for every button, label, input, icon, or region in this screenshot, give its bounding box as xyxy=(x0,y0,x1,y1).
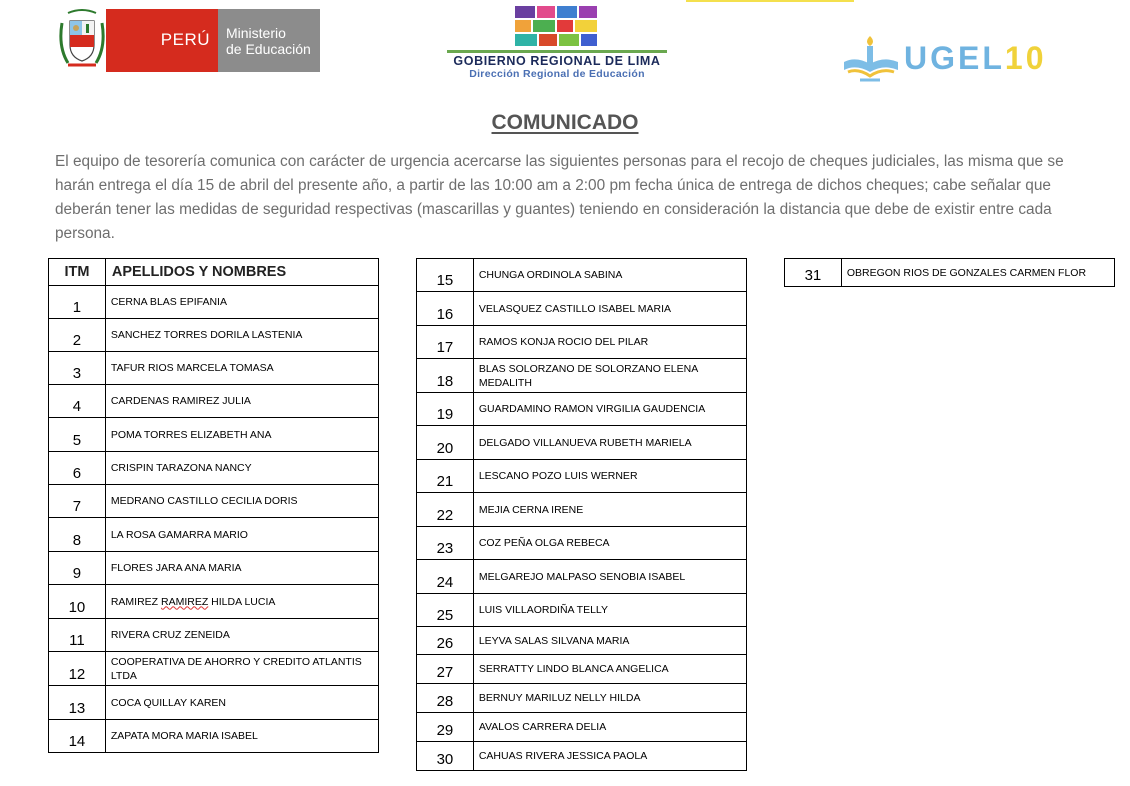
person-name: COCA QUILLAY KAREN xyxy=(105,686,378,720)
ugel-number: 10 xyxy=(1004,40,1047,76)
item-number: 13 xyxy=(49,686,106,720)
table-row xyxy=(417,742,747,771)
item-number: 31 xyxy=(785,259,842,287)
item-number: 2 xyxy=(49,319,106,352)
person-name: CARDENAS RAMIREZ JULIA xyxy=(105,385,378,418)
item-number: 28 xyxy=(417,684,474,713)
item-number: 21 xyxy=(417,460,474,493)
person-name: MELGAREJO MALPASO SENOBIA ISABEL xyxy=(473,560,746,594)
table-row xyxy=(49,720,379,753)
person-name: LESCANO POZO LUIS WERNER xyxy=(473,460,746,493)
table-row xyxy=(417,359,747,393)
table-row xyxy=(49,485,379,518)
table-row xyxy=(417,292,747,326)
beneficiaries-table-part1 xyxy=(48,258,379,753)
top-highlight-bar xyxy=(686,0,854,2)
item-number: 16 xyxy=(417,292,474,326)
ministry-line2: de Educación xyxy=(226,41,311,57)
item-number: 4 xyxy=(49,385,106,418)
person-name: RAMIREZ RAMIREZ HILDA LUCIA xyxy=(105,585,378,619)
table-row xyxy=(417,426,747,460)
table-row xyxy=(417,713,747,742)
person-name: VELASQUEZ CASTILLO ISABEL MARIA xyxy=(473,292,746,326)
person-name: TAFUR RIOS MARCELA TOMASA xyxy=(105,352,378,385)
item-number: 29 xyxy=(417,713,474,742)
item-number: 18 xyxy=(417,359,474,393)
table-row xyxy=(417,684,747,713)
title-text: COMUNICADO xyxy=(491,111,639,134)
column-header-name: APELLIDOS Y NOMBRES xyxy=(105,259,378,286)
item-number: 24 xyxy=(417,560,474,594)
page-title xyxy=(0,111,1130,135)
person-name: CERNA BLAS EPIFANIA xyxy=(105,286,378,319)
item-number: 15 xyxy=(417,259,474,292)
item-number: 3 xyxy=(49,352,106,385)
person-name: OBREGON RIOS DE GONZALES CARMEN FLOR xyxy=(841,259,1114,287)
table-row xyxy=(417,460,747,493)
ugel-text: UGEL xyxy=(904,40,1005,76)
item-number: 20 xyxy=(417,426,474,460)
table-row xyxy=(49,352,379,385)
peru-label: PERÚ xyxy=(160,30,210,49)
person-name: COZ PEÑA OLGA REBECA xyxy=(473,527,746,560)
item-number: 19 xyxy=(417,393,474,426)
person-name: MEJIA CERNA IRENE xyxy=(473,493,746,527)
gobierno-subtitle: Dirección Regional de Educación xyxy=(469,68,645,80)
ministry-line1: Ministerio xyxy=(226,25,286,41)
regional-emblem-icon xyxy=(513,4,599,48)
person-name: SERRATTY LINDO BLANCA ANGELICA xyxy=(473,655,746,684)
person-name: SANCHEZ TORRES DORILA LASTENIA xyxy=(105,319,378,352)
person-name: CRISPIN TARAZONA NANCY xyxy=(105,452,378,485)
person-name: DELGADO VILLANUEVA RUBETH MARIELA xyxy=(473,426,746,460)
item-number: 6 xyxy=(49,452,106,485)
item-number: 10 xyxy=(49,585,106,619)
person-name: MEDRANO CASTILLO CECILIA DORIS xyxy=(105,485,378,518)
minedu-logo xyxy=(58,7,320,73)
table-row xyxy=(417,259,747,292)
person-name: LUIS VILLAORDIÑA TELLY xyxy=(473,594,746,627)
person-name: BERNUY MARILUZ NELLY HILDA xyxy=(473,684,746,713)
table-row xyxy=(49,686,379,720)
column-header-itm: ITM xyxy=(49,259,106,286)
item-number: 8 xyxy=(49,518,106,552)
table-row xyxy=(417,627,747,655)
item-number: 5 xyxy=(49,418,106,452)
person-name: BLAS SOLORZANO DE SOLORZANO ELENA MEDALITH xyxy=(473,359,746,393)
person-name: LEYVA SALAS SILVANA MARIA xyxy=(473,627,746,655)
person-name: GUARDAMINO RAMON VIRGILIA GAUDENCIA xyxy=(473,393,746,426)
gobierno-regional-logo xyxy=(447,4,667,78)
ugel-wordmark xyxy=(904,40,1046,77)
table-row xyxy=(49,385,379,418)
table-row xyxy=(49,518,379,552)
announcement-body: El equipo de tesorería comunica con carácter de urgencia acercarse las siguientes personas para el recojo de cheques judiciales, las misma que se harán entrega el día 15 de abril del presente año, a partir de las 10:00 am a 2:00 pm fecha única de entrega de dichos cheques; cabe señalar que deberán tener las medidas de seguridad respectivas (mascarillas y guantes) teniendo en consideración la distancia que debe de existir entre cada persona. xyxy=(55,153,1064,242)
ministry-badge xyxy=(218,9,320,72)
table-row xyxy=(49,552,379,585)
table-row xyxy=(417,655,747,684)
item-number: 17 xyxy=(417,326,474,359)
person-name: RAMOS KONJA ROCIO DEL PILAR xyxy=(473,326,746,359)
person-name: RIVERA CRUZ ZENEIDA xyxy=(105,619,378,652)
item-number: 26 xyxy=(417,627,474,655)
table-row xyxy=(417,393,747,426)
item-number: 25 xyxy=(417,594,474,627)
table-row xyxy=(49,585,379,619)
item-number: 7 xyxy=(49,485,106,518)
gobierno-title: GOBIERNO REGIONAL DE LIMA xyxy=(447,50,667,68)
item-number: 22 xyxy=(417,493,474,527)
coat-of-arms-icon xyxy=(58,7,106,73)
table-row xyxy=(49,319,379,352)
table-row xyxy=(417,560,747,594)
beneficiaries-table-part2 xyxy=(416,258,747,771)
person-name: FLORES JARA ANA MARIA xyxy=(105,552,378,585)
person-name: AVALOS CARRERA DELIA xyxy=(473,713,746,742)
item-number: 23 xyxy=(417,527,474,560)
item-number: 9 xyxy=(49,552,106,585)
item-number: 14 xyxy=(49,720,106,753)
table-row xyxy=(785,259,1115,287)
person-name: LA ROSA GAMARRA MARIO xyxy=(105,518,378,552)
person-name: ZAPATA MORA MARIA ISABEL xyxy=(105,720,378,753)
beneficiaries-table-part3 xyxy=(784,258,1115,287)
book-torch-icon xyxy=(840,34,902,84)
ugel-logo xyxy=(840,34,1050,86)
table-row xyxy=(49,652,379,686)
table-row xyxy=(417,594,747,627)
item-number: 12 xyxy=(49,652,106,686)
item-number: 1 xyxy=(49,286,106,319)
person-name: CHUNGA ORDINOLA SABINA xyxy=(473,259,746,292)
table-row xyxy=(417,493,747,527)
table-row xyxy=(49,619,379,652)
table-row xyxy=(49,418,379,452)
table-row xyxy=(49,452,379,485)
peru-badge xyxy=(106,9,218,72)
person-name: COOPERATIVA DE AHORRO Y CREDITO ATLANTIS LTDA xyxy=(105,652,378,686)
table-row xyxy=(49,286,379,319)
item-number: 11 xyxy=(49,619,106,652)
table-row xyxy=(417,326,747,359)
table-header-row xyxy=(49,259,379,286)
person-name: POMA TORRES ELIZABETH ANA xyxy=(105,418,378,452)
person-name: CAHUAS RIVERA JESSICA PAOLA xyxy=(473,742,746,771)
table-row xyxy=(417,527,747,560)
item-number: 30 xyxy=(417,742,474,771)
item-number: 27 xyxy=(417,655,474,684)
